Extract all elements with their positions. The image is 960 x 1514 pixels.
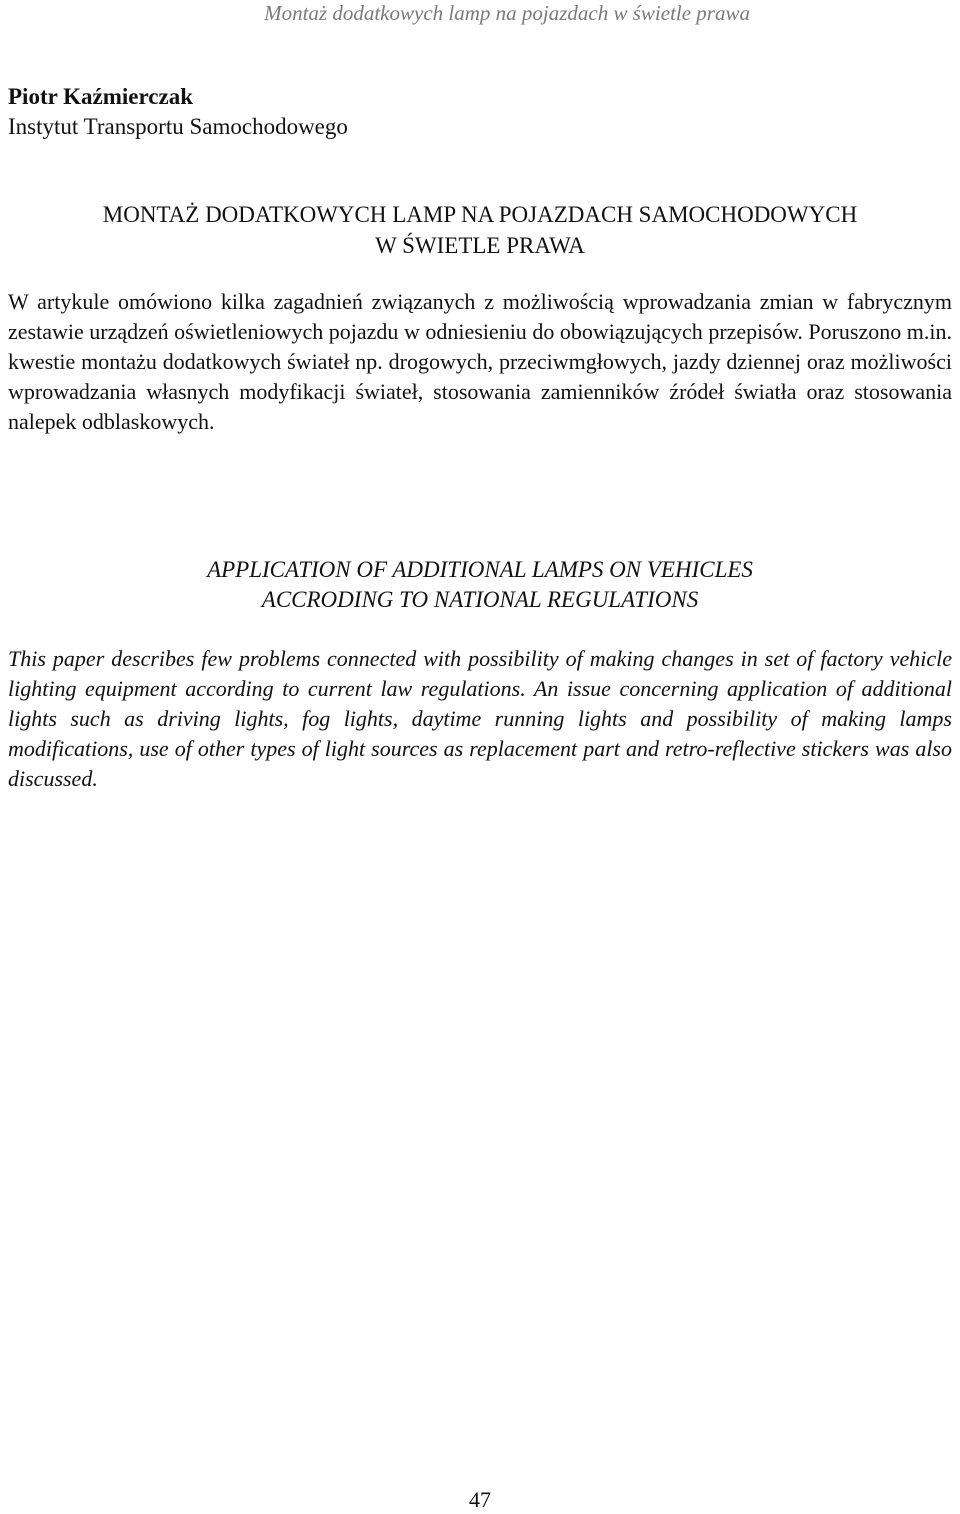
author-block xyxy=(8,82,348,142)
title-english-line-1: APPLICATION OF ADDITIONAL LAMPS ON VEHICLES xyxy=(207,557,753,582)
title-polish xyxy=(0,199,960,261)
title-english-line-2: ACCRODING TO NATIONAL REGULATIONS xyxy=(261,587,699,612)
author-affiliation: Instytut Transportu Samochodowego xyxy=(8,114,348,139)
abstract-english: This paper describes few problems connected with possibility of making changes in set of factory vehicle lighting equipment according to current law regulations. An issue concerning application of additional lights such as driving lights, fog lights, daytime running lights and possibility of making lamps modifications, use of other types of light sources as replacement part and retro-reflective stickers was also discussed. xyxy=(8,646,952,791)
abstract-polish: W artykule omówiono kilka zagadnień związanych z możliwością wprowadzania zmian w fabrycznym zestawie urządzeń oświetleniowych pojazdu w odniesieniu do obowiązujących przepisów. Poruszono m.in. kwestie montażu dodatkowych świateł np. drogowych, przeciwmgłowych, jazdy dziennej oraz możliwości wprowadzania własnych modyfikacji świateł, stosowania zamienników źródeł światła oraz stosowania nalepek odblaskowych. xyxy=(8,289,952,434)
page-number: 47 xyxy=(469,1487,491,1512)
title-polish-line-1: MONTAŻ DODATKOWYCH LAMP NA POJAZDACH SAMOCHODOWYCH xyxy=(102,202,858,227)
title-english xyxy=(0,555,960,615)
title-polish-line-2: W ŚWIETLE PRAWA xyxy=(375,233,585,258)
running-header: Montaż dodatkowych lamp na pojazdach w świetle prawa xyxy=(264,1,750,25)
author-name: Piotr Kaźmierczak xyxy=(8,84,193,109)
